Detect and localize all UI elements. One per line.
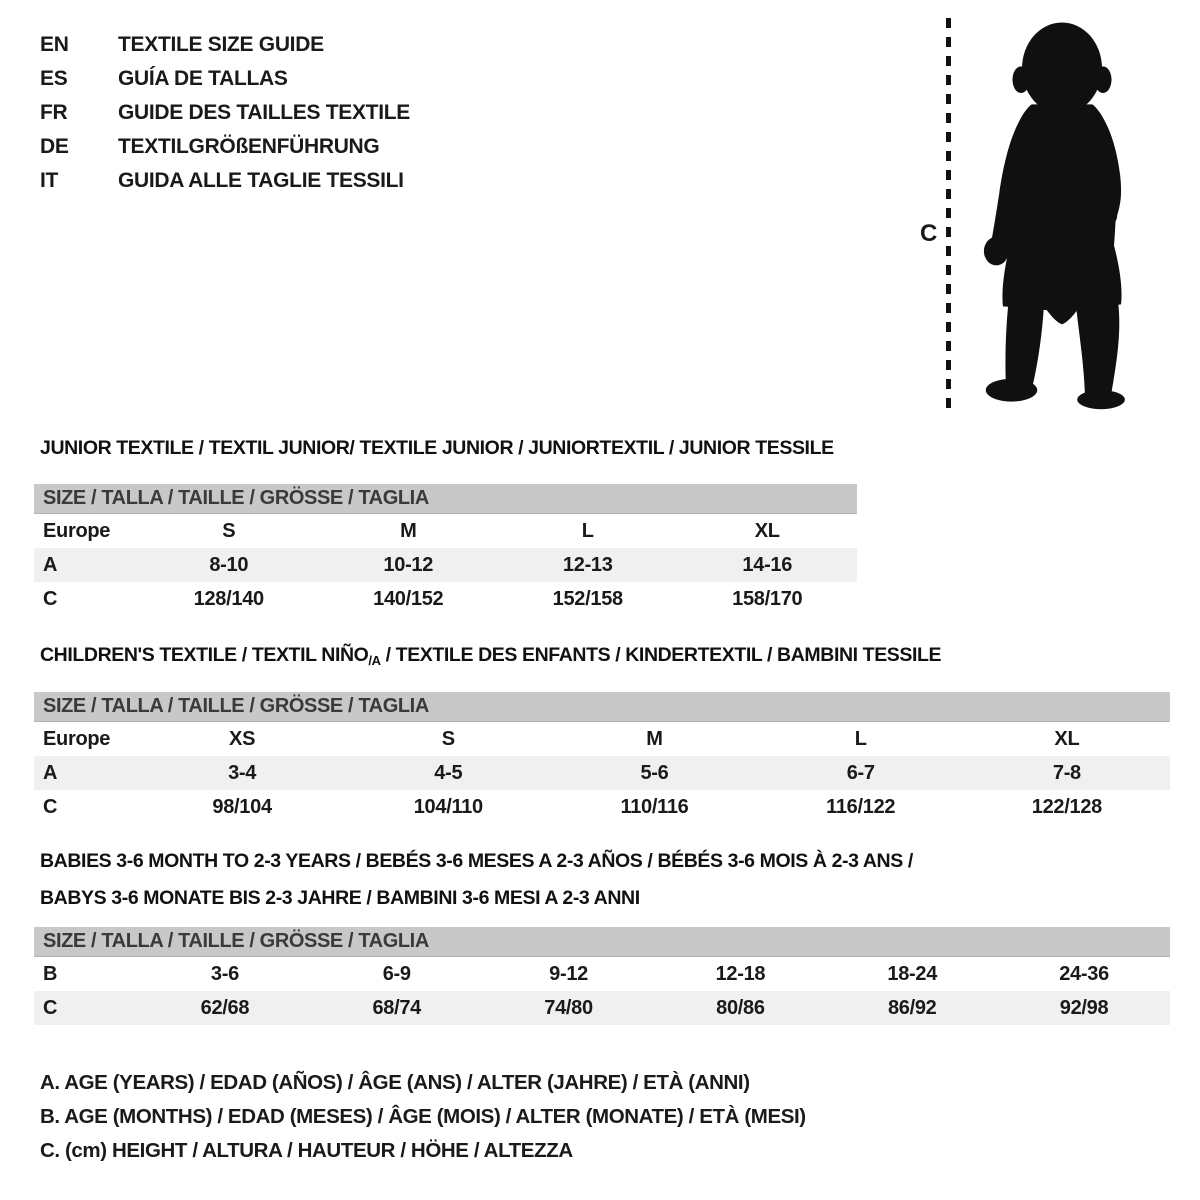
- row-label: B: [43, 962, 58, 985]
- table-cell: XL: [754, 519, 780, 542]
- table-cell: 158/170: [732, 587, 803, 610]
- row-label: Europe: [43, 727, 111, 750]
- table-cell: 3-6: [210, 962, 239, 985]
- table-cell: XL: [1054, 727, 1080, 750]
- table-cell: 116/122: [826, 795, 896, 818]
- table-cell: 86/92: [887, 996, 937, 1019]
- baby-figure-area: [900, 10, 1180, 425]
- row-label: A: [43, 761, 58, 784]
- lang-title: TEXTILE SIZE GUIDE: [118, 33, 324, 56]
- table-cell: L: [581, 519, 594, 542]
- table-cell: 18-24: [887, 962, 938, 985]
- table-row: [34, 722, 1170, 756]
- lang-code: EN: [40, 33, 69, 56]
- table-cell: 9-12: [549, 962, 588, 985]
- table-cell: 10-12: [383, 553, 434, 576]
- table-cell: 12-13: [562, 553, 613, 576]
- table-cell: M: [400, 519, 417, 542]
- children-title-text: / TEXTILE DES ENFANTS / KINDERTEXTIL / BAMBINI TESSILE: [380, 644, 942, 666]
- children-title-subscript: /A: [368, 653, 381, 668]
- babies-title-line1: BABIES 3-6 MONTH TO 2-3 YEARS / BEBÉS 3-6 MESES A 2-3 AÑOS / BÉBÉS 3-6 MOIS À 2-3 ANS /: [40, 850, 913, 872]
- table-cell: 110/116: [620, 795, 689, 818]
- lang-title: GUIDA ALLE TAGLIE TESSILI: [118, 169, 404, 192]
- table-cell: S: [441, 727, 455, 750]
- row-label: Europe: [43, 519, 111, 542]
- row-label: A: [43, 553, 58, 576]
- baby-silhouette-icon: [962, 13, 1162, 413]
- table-cell: 80/86: [716, 996, 765, 1019]
- table-row: [34, 957, 1170, 991]
- table-cell: 62/68: [200, 996, 250, 1019]
- lang-code: FR: [40, 101, 68, 124]
- junior-size-table: [34, 484, 857, 616]
- table-row: [34, 514, 857, 548]
- table-cell: XS: [229, 727, 256, 750]
- row-label: C: [43, 795, 58, 818]
- table-cell: L: [854, 727, 867, 750]
- legend-line-a: A. AGE (YEARS) / EDAD (AÑOS) / ÂGE (ANS) / ALTER (JAHRE) / ETÀ (ANNI): [40, 1071, 750, 1094]
- lang-code: ES: [40, 67, 68, 90]
- table-cell: 24-36: [1059, 962, 1109, 985]
- table-cell: 68/74: [372, 996, 422, 1019]
- babies-section-title: [40, 843, 913, 917]
- legend-line-b: B. AGE (MONTHS) / EDAD (MESES) / ÂGE (MOIS) / ALTER (MONATE) / ETÀ (MESI): [40, 1105, 806, 1128]
- table-cell: 6-9: [382, 962, 411, 985]
- size-header: SIZE / TALLA / TAILLE / GRÖSSE / TAGLIA: [34, 484, 857, 514]
- table-cell: 122/128: [1031, 795, 1102, 818]
- table-cell: S: [222, 519, 236, 542]
- row-label: C: [43, 996, 58, 1019]
- table-row: [34, 991, 1170, 1025]
- table-cell: 140/152: [373, 587, 444, 610]
- table-cell: 128/140: [193, 587, 264, 610]
- lang-code: IT: [40, 169, 59, 192]
- table-cell: 98/104: [212, 795, 272, 818]
- table-cell: 14-16: [742, 553, 793, 576]
- children-size-table: [34, 692, 1170, 824]
- table-cell: 104/110: [413, 795, 483, 818]
- children-section-title: [40, 644, 941, 668]
- table-cell: 152/158: [552, 587, 623, 610]
- babies-size-table: [34, 927, 1170, 1025]
- babies-title-line2: BABYS 3-6 MONATE BIS 2-3 JAHRE / BAMBINI 3-6 MESI A 2-3 ANNI: [40, 887, 640, 909]
- table-row: [34, 790, 1170, 824]
- height-measure-line: [946, 18, 951, 416]
- legend-line-c: C. (cm) HEIGHT / ALTURA / HAUTEUR / HÖHE / ALTEZZA: [40, 1139, 573, 1162]
- table-cell: 92/98: [1059, 996, 1109, 1019]
- table-cell: 4-5: [434, 761, 463, 784]
- junior-section-title: JUNIOR TEXTILE / TEXTIL JUNIOR/ TEXTILE JUNIOR / JUNIORTEXTIL / JUNIOR TESSILE: [40, 437, 834, 459]
- measurement-legend: [40, 1066, 806, 1168]
- height-measure-label: C: [920, 220, 938, 247]
- lang-title: GUÍA DE TALLAS: [118, 67, 288, 90]
- table-row: [34, 756, 1170, 790]
- table-cell: 6-7: [846, 761, 875, 784]
- lang-code: DE: [40, 135, 69, 158]
- table-row: [34, 582, 857, 616]
- table-cell: 8-10: [209, 553, 249, 576]
- row-label: C: [43, 587, 58, 610]
- size-header: SIZE / TALLA / TAILLE / GRÖSSE / TAGLIA: [34, 692, 1170, 722]
- language-title-block: [40, 28, 410, 198]
- table-cell: M: [646, 727, 663, 750]
- table-cell: 74/80: [544, 996, 593, 1019]
- table-cell: 12-18: [715, 962, 766, 985]
- size-header: SIZE / TALLA / TAILLE / GRÖSSE / TAGLIA: [34, 927, 1170, 957]
- children-title-text: CHILDREN'S TEXTILE / TEXTIL NIÑO: [40, 644, 369, 666]
- lang-title: TEXTILGRÖßENFÜHRUNG: [118, 135, 380, 158]
- lang-title: GUIDE DES TAILLES TEXTILE: [118, 101, 410, 124]
- table-cell: 7-8: [1052, 761, 1081, 784]
- table-cell: 3-4: [228, 761, 257, 784]
- table-cell: 5-6: [640, 761, 669, 784]
- table-row: [34, 548, 857, 582]
